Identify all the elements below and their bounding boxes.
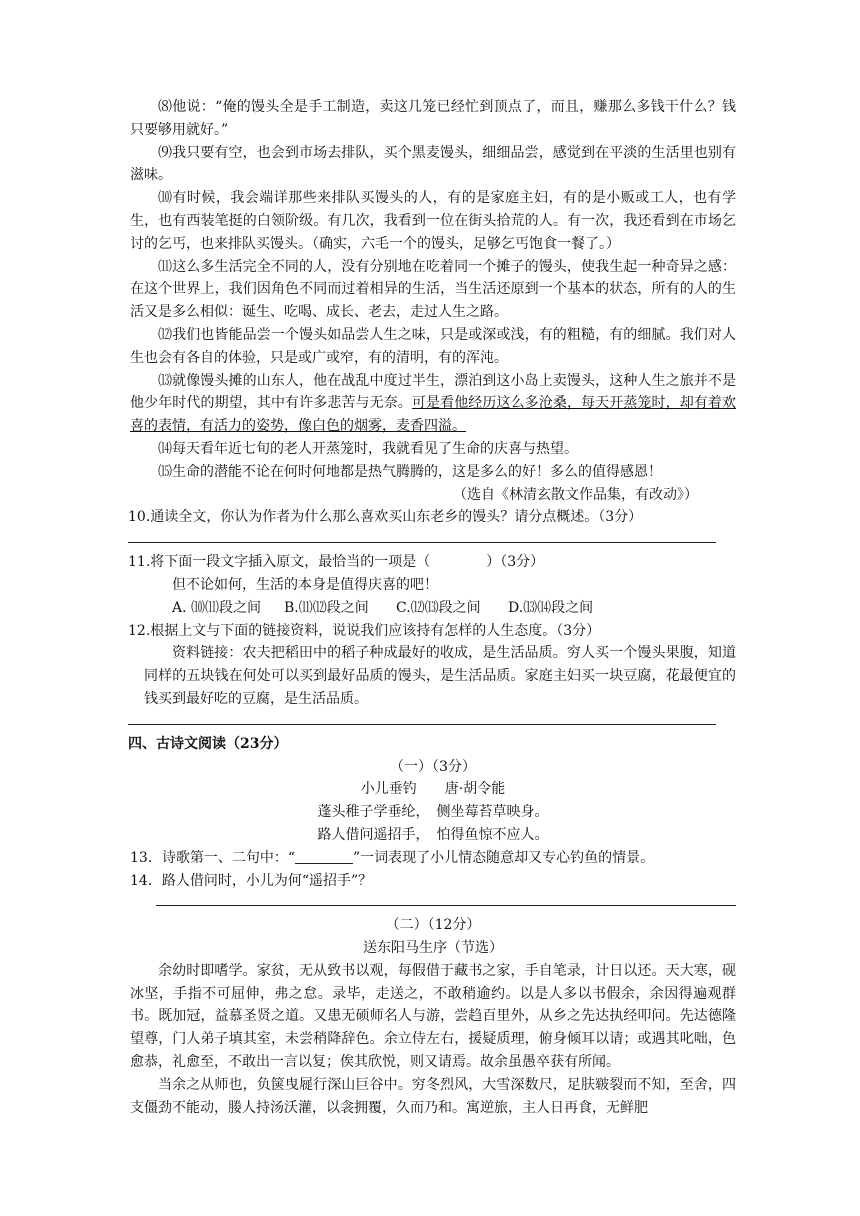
prose-title: 送东阳马生序（节选） (363, 940, 503, 957)
exam-page (130, 96, 736, 1119)
prose-paragraph-2: 当余之从师也，负箧曳屣行深山巨谷中。穷冬烈风，大雪深数尺，足肤皲裂而不知，至舍，四支僵劲不能动，媵人持汤沃灌，以衾拥覆，久而乃和。寓逆旅，主人日再食，无鲜肥 (130, 1076, 736, 1116)
option-b[interactable]: B.⑾⑿段之间 (284, 599, 369, 616)
question-14: 14．路人借问时，小儿为何“遥招手”？ (130, 872, 373, 889)
paragraph-12: ⑿我们也皆能品尝一个馒头如品尝人生之味，只是或深或浅，有的粗糙，有的细腻。我们对人生也会有各自的体验，只是或广或窄，有的清明，有的浑沌。 (130, 326, 736, 366)
source-note: （选自《林清玄散文作品集，有改动》） (453, 486, 698, 503)
question-11-text: 但不论如何，生活的本身是值得庆喜的吧！ (172, 576, 438, 593)
option-a[interactable]: A. ⑽⑾段之间 (172, 599, 262, 616)
section-4-heading: 四、古诗文阅读（23分） (128, 735, 288, 752)
paragraph-13-text: ⒀就像馒头摊的山东人，他在战乱中度过半生，漂泊到这小岛上卖馒头，这种人生之旅并不是他少年时代的期望，其中有许多悲苦与无奈。 (130, 372, 736, 412)
question-13-prefix: 13．诗歌第一、二句中：“ (130, 849, 295, 866)
part-2-heading: （二）（12分） (385, 917, 481, 934)
question-12: 12.根据上文与下面的链接资料，说说我们应该持有怎样的人生态度。（3分） (128, 622, 601, 639)
answer-line-12[interactable] (128, 723, 716, 725)
question-11: 11.将下面一段文字插入原文，最恰当的一项是（ ）（3分） (128, 554, 545, 571)
paragraph-13-underlined: 可是看他经历这么多沧桑，每天开蒸笼时，却有着欢喜的表情，有活力的姿势，像白色的烟雾，麦香四溢。 (130, 395, 737, 435)
poem-line-1: 蓬头稚子学垂纶， 侧坐莓苔草映身。 (317, 804, 549, 821)
paragraph-10: ⑽有时候，我会端详那些来排队买馒头的人，有的是家庭主妇，有的是小贩或工人，也有学生，也有西装笔挺的白领阶级。有几次，我看到一位在街头拾荒的人。有一次，我还看到在市场乞讨的乞丐，也来排队买馒头。（确实，六毛一个的馒头，足够乞丐饱食一餐了。） (130, 190, 736, 252)
paragraph-9: ⑼我只要有空，也会到市场去排队，买个黑麦馒头，细细品尝，感觉到在平淡的生活里也别有滋味。 (130, 144, 736, 184)
question-13-blank[interactable] (295, 849, 353, 864)
paragraph-14: ⒁每天看年近七旬的老人开蒸笼时，我就看见了生命的庆喜与热望。 (158, 440, 578, 457)
paragraph-15: ⒂生命的潜能不论在何时何地都是热气腾腾的，这是多么的好！多么的值得感恩！ (158, 463, 662, 480)
question-11-options (130, 597, 736, 620)
answer-line-14[interactable] (156, 904, 736, 906)
poem-title: 小儿垂钓 唐·胡令能 (360, 781, 506, 798)
question-12-material: 资料链接：农夫把稻田中的稻子种成最好的收成，是生活品质。穷人买一个馒头果腹，知道同样的五块钱在何处可以买到最好品质的馒头，是生活品质。家庭主妇买一块豆腐，花最便宜的钱买到最好吃的豆腐，是生活品质。 (144, 645, 736, 707)
paragraph-11: ⑾这么多生活完全不同的人，没有分别地在吃着同一个摊子的馒头，使我生起一种奇异之感：在这个世界上，我们因角色不同而过着相异的生活，当生活还原到一个基本的状态，所有的人的生活又是多么相似：诞生、吃喝、成长、老去，走过人生之路。 (130, 258, 736, 321)
part-1-heading: （一）（3分） (390, 758, 476, 775)
answer-line-10[interactable] (128, 541, 716, 543)
paragraph-13 (130, 370, 736, 438)
poem-line-2: 路人借问遥招手， 怕得鱼惊不应人。 (317, 826, 549, 843)
question-13-suffix: ”一词表现了小儿情态随意却又专心钓鱼的情景。 (352, 849, 655, 866)
option-c[interactable]: C.⑿⒀段之间 (396, 599, 481, 616)
question-13 (130, 847, 736, 870)
prose-paragraph-1: 余幼时即嗜学。家贫，无从致书以观，每假借于藏书之家，手自笔录，计日以还。天大寒，砚冰坚，手指不可屈伸，弗之怠。录毕，走送之，不敢稍逾约。以是人多以书假余，余因得遍观群书。既加冠，益慕圣贤之道。又患无硕师名人与游，尝趋百里外，从乡之先达执经叩问。先达德隆望尊，门人弟子填其室，未尝稍降辞色。余立侍左右，援疑质理，俯身倾耳以请；或遇其叱咄，色愈恭，礼愈至，不敢出一言以复；俟其欣悦，则又请焉。故余虽愚卒获有所闻。 (130, 962, 736, 1071)
paragraph-8: ⑻他说：“俺的馒头全是手工制造，卖这几笼已经忙到顶点了，而且，赚那么多钱干什么？钱只要够用就好。” (130, 99, 736, 138)
question-10: 10.通读全文，你认为作者为什么那么喜欢买山东老乡的馒头？请分点概述。（3分） (128, 509, 643, 526)
option-d[interactable]: D.⒀⒁段之间 (508, 599, 594, 616)
